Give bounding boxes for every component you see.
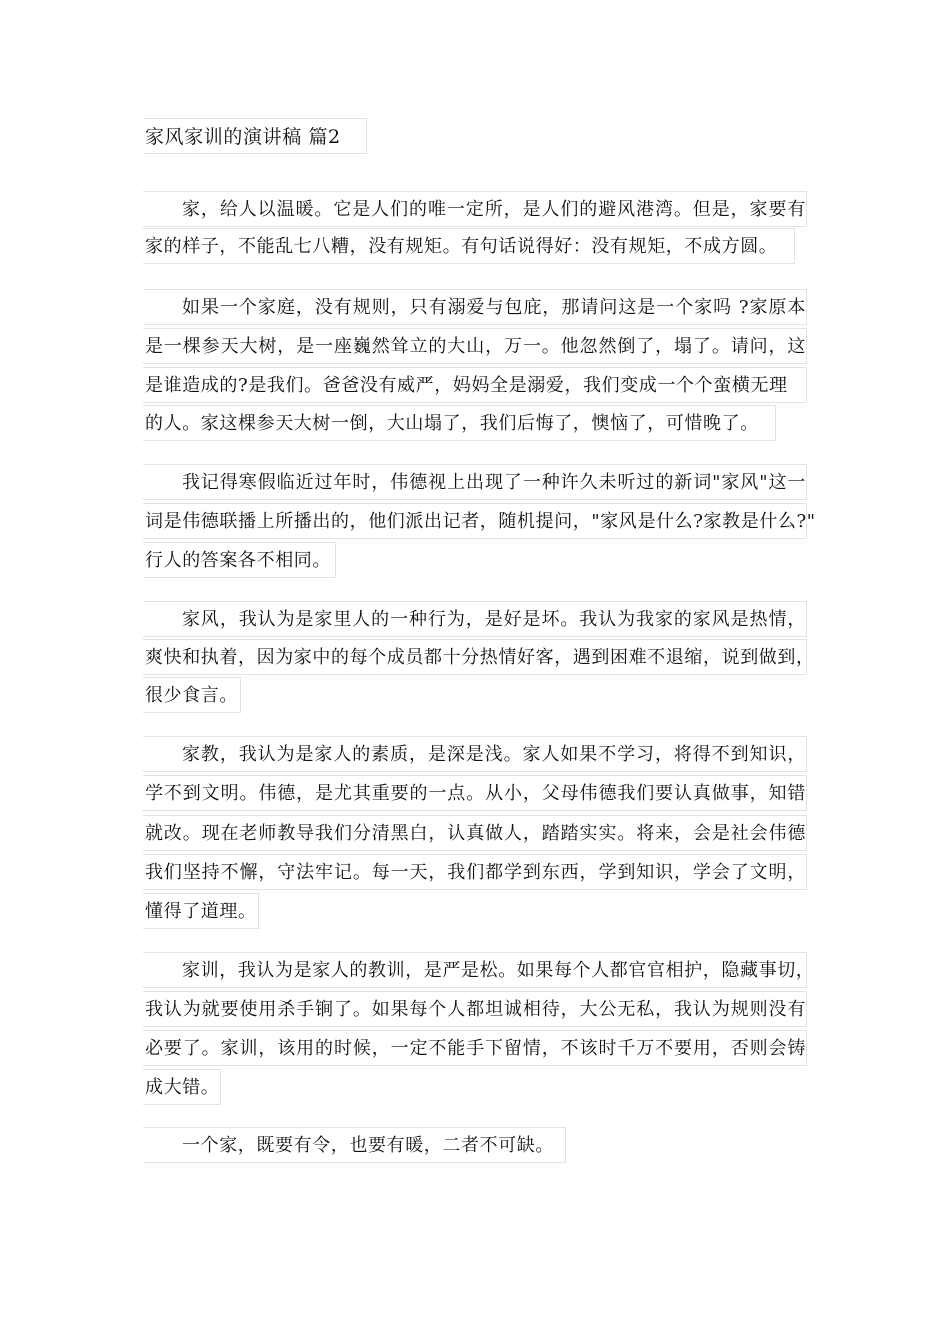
text-line: 懂得了道理。 [143,893,259,929]
text-line: 一个家，既要有令，也要有暖，二者不可缺。 [143,1127,566,1163]
text-line: 必要了。家训，该用的时候，一定不能手下留情，不该时千万不要用，否则会铸 [143,1030,807,1066]
text-line: 成大错。 [143,1069,221,1105]
page-title: 家风家训的演讲稿 篇2 [143,118,367,154]
text-line: 行人的答案各不相同。 [143,542,336,578]
text-line: 很少食言。 [143,677,241,713]
text-line: 爽快和执着，因为家中的每个成员都十分热情好客，遇到困难不退缩，说到做到， [143,639,807,675]
text-line: 是一棵参天大树，是一座巍然耸立的大山，万一。他忽然倒了，塌了。请问，这 [143,328,807,364]
text-line: 我认为就要使用杀手锏了。如果每个人都坦诚相待，大公无私，我认为规则没有 [143,991,807,1027]
text-line: 家风，我认为是家里人的一种行为，是好是坏。我认为我家的家风是热情， [143,601,807,637]
text-line: 我记得寒假临近过年时，伟德视上出现了一种许久未听过的新词"家风"这一 [143,464,807,500]
text-line: 学不到文明。伟德，是尤其重要的一点。从小，父母伟德我们要认真做事，知错 [143,775,807,811]
text-line: 是谁造成的?是我们。爸爸没有威严，妈妈全是溺爱，我们变成一个个蛮横无理 [143,367,807,403]
text-line: 词是伟德联播上所播出的，他们派出记者，随机提问，"家风是什么?家教是什么?" [143,503,807,539]
text-line: 我们坚持不懈，守法牢记。每一天，我们都学到东西，学到知识，学会了文明， [143,854,807,890]
text-line: 的人。家这棵参天大树一倒，大山塌了，我们后悔了，懊恼了，可惜晚了。 [143,405,776,441]
text-line: 家训，我认为是家人的教训，是严是松。如果每个人都官官相护，隐藏事切， [143,952,807,988]
text-line: 家教，我认为是家人的素质，是深是浅。家人如果不学习，将得不到知识， [143,736,807,772]
text-line: 家，给人以温暖。它是人们的唯一定所，是人们的避风港湾。但是，家要有 [143,191,807,227]
text-line: 家的样子，不能乱七八糟，没有规矩。有句话说得好：没有规矩，不成方圆。 [143,228,795,264]
text-line: 就改。现在老师教导我们分清黑白，认真做人，踏踏实实。将来，会是社会伟德 [143,815,807,851]
text-line: 如果一个家庭，没有规则，只有溺爱与包庇，那请问这是一个家吗 ?家原本 [143,289,807,325]
